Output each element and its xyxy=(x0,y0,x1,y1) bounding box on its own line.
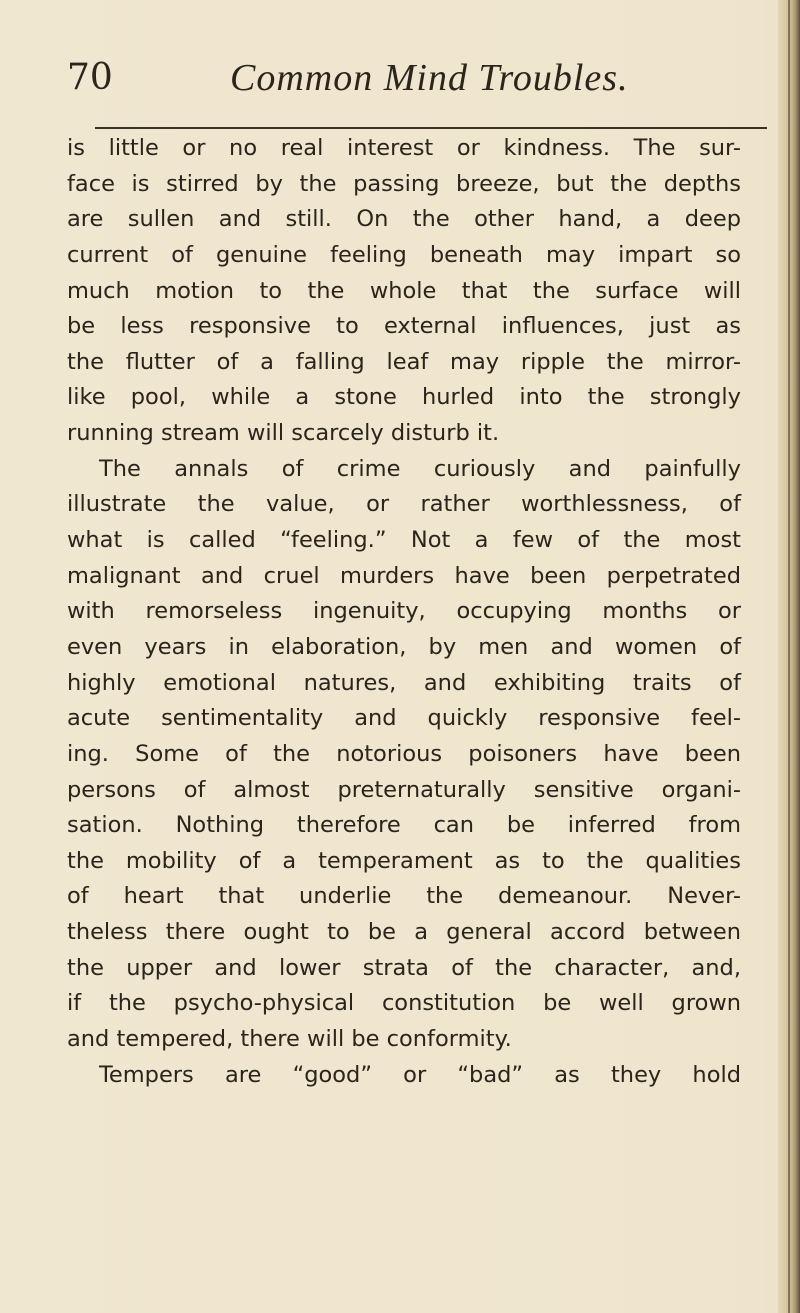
running-head: Common Mind Troubles. xyxy=(230,57,629,99)
text-line: sation. Nothing therefore can be inferred from xyxy=(67,812,741,839)
text-line: be less responsive to external influences, just as xyxy=(67,313,741,340)
text-line: like pool, while a stone hurled into the strongly xyxy=(67,384,741,411)
text-line: Tempers are “good” or “bad” as they hold xyxy=(99,1061,741,1088)
page-number: 70 xyxy=(67,57,113,98)
page-header xyxy=(67,58,727,108)
page-edge-line xyxy=(788,0,790,1313)
text-line: running stream will scarcely disturb it. xyxy=(67,420,500,447)
text-line: even years in elaboration, by men and women of xyxy=(67,633,741,660)
text-line: The annals of crime curiously and painfully xyxy=(99,455,741,482)
text-line: much motion to the whole that the surface will xyxy=(67,277,741,304)
text-line: the mobility of a temperament as to the qualities xyxy=(67,847,741,874)
header-rule xyxy=(95,127,767,129)
body-text xyxy=(67,131,741,1093)
text-line: and tempered, there will be conformity. xyxy=(67,1026,512,1053)
text-line: of heart that underlie the demeanour. Never- xyxy=(67,883,741,910)
text-line: persons of almost preternaturally sensitive organi- xyxy=(67,776,741,803)
text-line: theless there ought to be a general accord between xyxy=(67,919,741,946)
text-line: illustrate the value, or rather worthlessness, of xyxy=(67,491,741,518)
text-line: with remorseless ingenuity, occupying months or xyxy=(67,598,741,625)
text-line: the upper and lower strata of the character, and, xyxy=(67,954,741,981)
text-line: current of genuine feeling beneath may impart so xyxy=(67,241,741,268)
text-line: if the psycho-physical constitution be well grown xyxy=(67,990,741,1017)
text-line: is little or no real interest or kindness. The sur- xyxy=(67,135,741,161)
text-line: what is called “feeling.” Not a few of the most xyxy=(67,527,741,554)
text-line: highly emotional natures, and exhibiting traits of xyxy=(67,669,741,696)
text-line: are sullen and still. On the other hand, a deep xyxy=(67,206,741,233)
text-line: ing. Some of the notorious poisoners have been xyxy=(67,740,741,767)
text-line: face is stirred by the passing breeze, but the depths xyxy=(67,170,741,197)
text-line: malignant and cruel murders have been perpetrated xyxy=(67,562,741,589)
text-line: acute sentimentality and quickly responsive feel- xyxy=(67,705,741,732)
text-line: the flutter of a falling leaf may ripple the mirror- xyxy=(67,348,741,375)
